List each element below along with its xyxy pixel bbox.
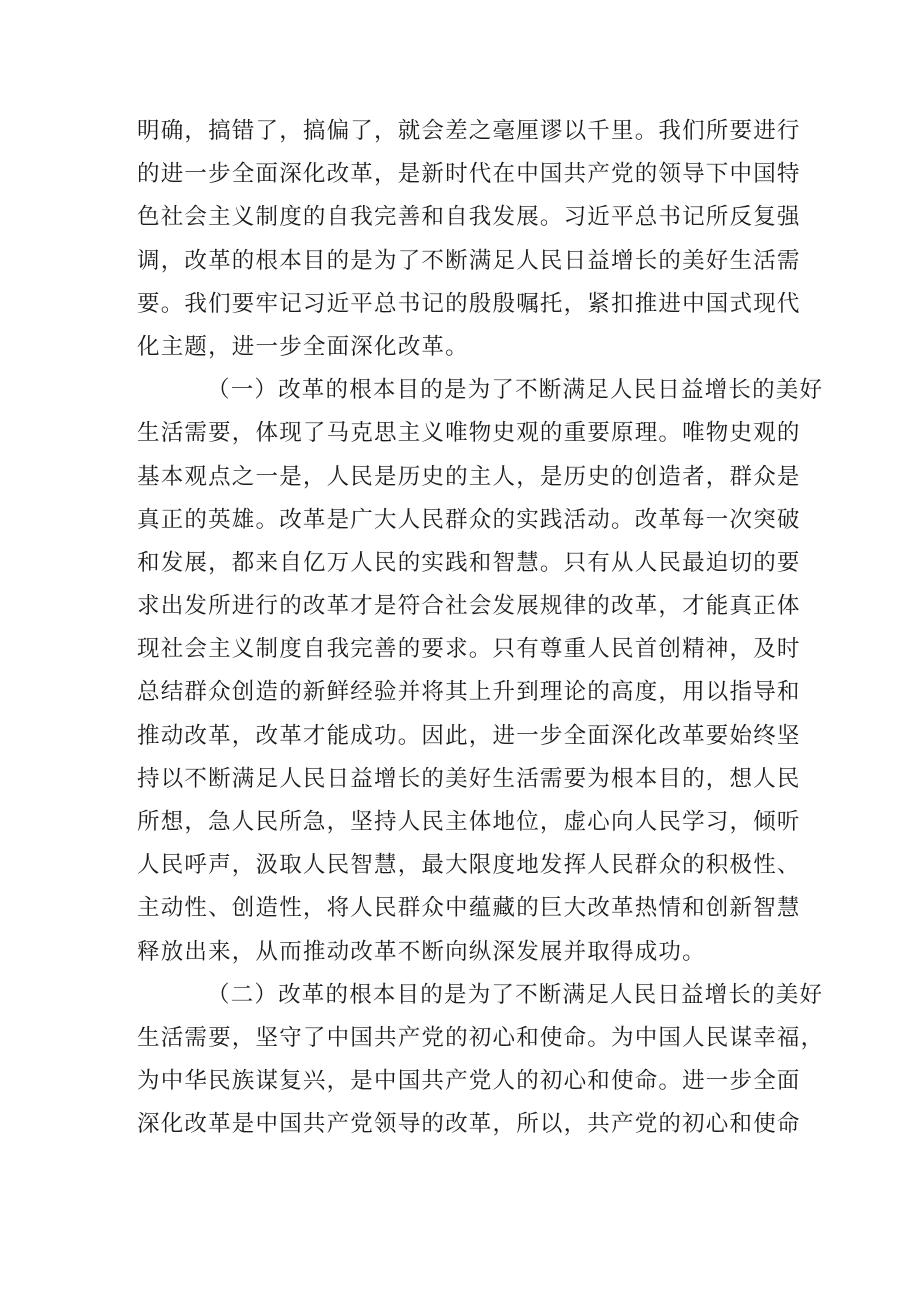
text-line: 深化改革是中国共产党领导的改革，所以，共产党的初心和使命 <box>137 1111 801 1138</box>
text-line: 主动性、创造性，将人民群众中蕴藏的巨大改革热情和创新智慧 <box>137 895 801 922</box>
text-line: 色社会主义制度的自我完善和自我发展。习近平总书记所反复强 <box>137 204 801 231</box>
text-line: 为中华民族谋复兴，是中国共产党人的初心和使命。进一步全面 <box>137 1068 801 1095</box>
text-line: 明确，搞错了，搞偏了，就会差之毫厘谬以千里。我们所要进行 <box>137 118 801 144</box>
text-line: 求出发所进行的改革才是符合社会发展规律的改革，才能真正体 <box>137 593 801 620</box>
paragraph-intro <box>137 110 801 369</box>
paragraph-two <box>137 974 825 1147</box>
text-line: 和发展，都来自亿万人民的实践和智慧。只有从人民最迫切的要 <box>137 549 801 576</box>
text-line: 释放出来，从而推动改革不断向纵深发展并取得成功。 <box>137 938 706 965</box>
text-line: 持以不断满足人民日益增长的美好生活需要为根本目的，想人民 <box>137 765 801 792</box>
text-line: 化主题，进一步全面深化改革。 <box>137 333 469 360</box>
text-line: 生活需要，体现了马克思主义唯物史观的重要原理。唯物史观的 <box>137 420 801 447</box>
text-line: 现社会主义制度自我完善的要求。只有尊重人民首创精神，及时 <box>137 636 801 663</box>
text-line: 基本观点之一是，人民是历史的主人，是历史的创造者，群众是 <box>137 463 801 490</box>
text-line: 真正的英雄。改革是广大人民群众的实践活动。改革每一次突破 <box>137 506 801 533</box>
text-line: 所想，急人民所急，坚持人民主体地位，虚心向人民学习，倾听 <box>137 809 801 835</box>
paragraph-one <box>137 369 824 974</box>
body-text <box>137 110 825 1147</box>
text-line: 的进一步全面深化改革，是新时代在中国共产党的领导下中国特 <box>137 161 801 188</box>
text-line: 人民呼声，汲取人民智慧，最大限度地发挥人民群众的积极性、 <box>137 852 801 879</box>
text-line: （二）改革的根本目的是为了不断满足人民日益增长的美好 <box>207 981 824 1008</box>
text-line: （一）改革的根本目的是为了不断满足人民日益增长的美好 <box>207 377 824 404</box>
text-line: 调，改革的根本目的是为了不断满足人民日益增长的美好生活需 <box>137 247 801 274</box>
text-line: 推动改革，改革才能成功。因此，进一步全面深化改革要始终坚 <box>137 722 801 749</box>
text-line: 要。我们要牢记习近平总书记的殷殷嘱托，紧扣推进中国式现代 <box>137 290 801 317</box>
text-line: 生活需要，坚守了中国共产党的初心和使命。为中国人民谋幸福， <box>137 1024 825 1051</box>
text-line: 总结群众创造的新鲜经验并将其上升到理论的高度，用以指导和 <box>137 679 801 706</box>
